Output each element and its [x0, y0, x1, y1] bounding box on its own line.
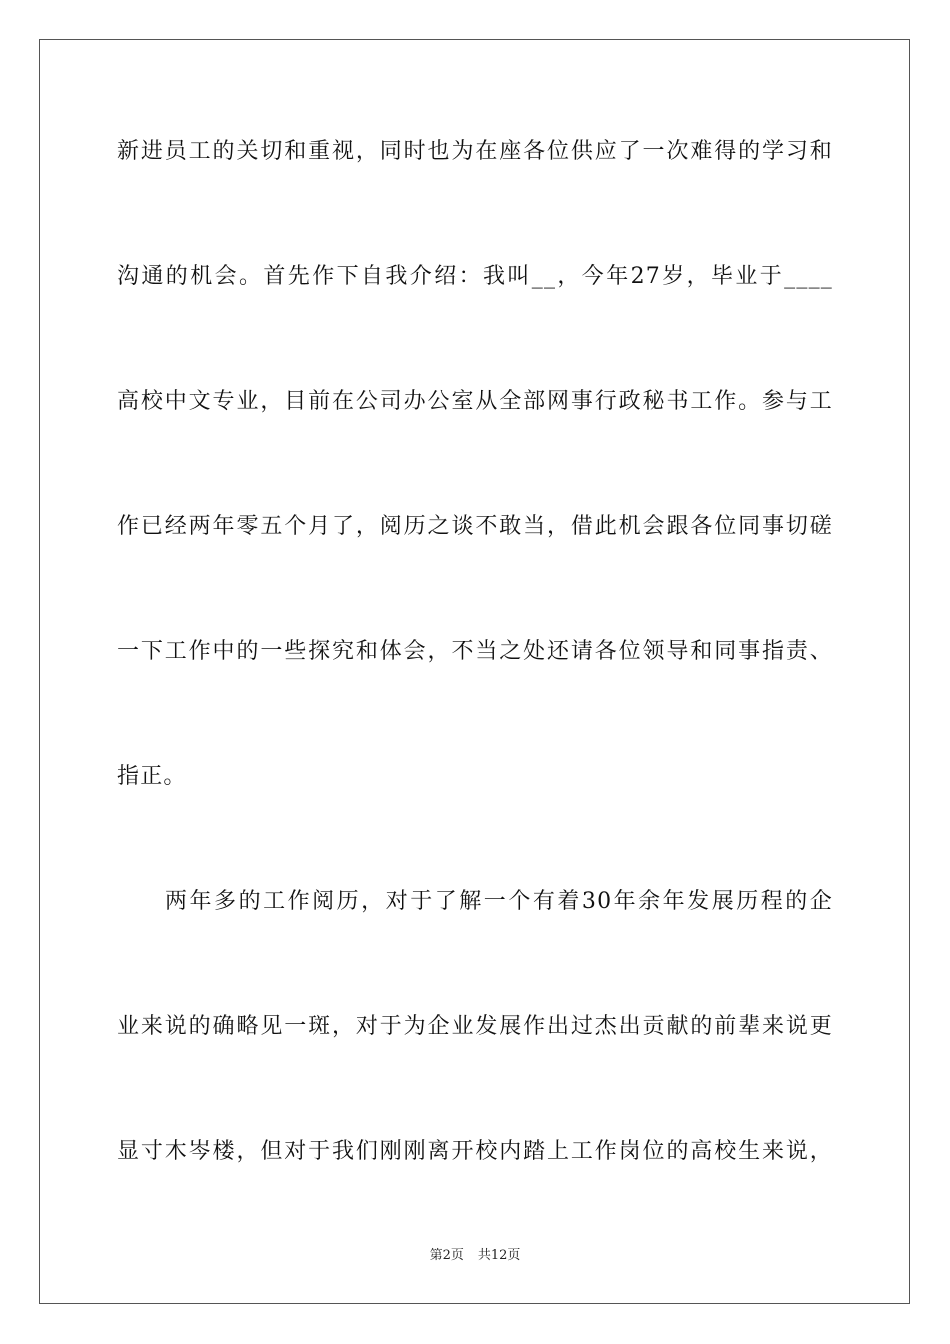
page-number: 第2页	[429, 1248, 464, 1263]
text-line: 业来说的确略见一斑，对于为企业发展作出过杰出贡献的前辈来说更	[117, 1014, 833, 1039]
page-border	[39, 39, 910, 1304]
text-line: 指正。	[117, 764, 187, 789]
text-line: 作已经两年零五个月了，阅历之谈不敢当，借此机会跟各位同事切磋	[117, 514, 833, 539]
text-line: 一下工作中的一些探究和体会，不当之处还请各位领导和同事指责、	[117, 639, 833, 664]
text-line: 沟通的机会。首先作下自我介绍：我叫__，今年27岁，毕业于____	[117, 264, 833, 289]
text-line: 高校中文专业，目前在公司办公室从全部网事行政秘书工作。参与工	[117, 389, 833, 414]
text-line: 显寸木岑楼，但对于我们刚刚离开校内踏上工作岗位的高校生来说，	[117, 1139, 833, 1164]
page-total: 共12页	[477, 1248, 521, 1263]
text-line: 新进员工的关切和重视，同时也为在座各位供应了一次难得的学习和	[117, 139, 833, 164]
page-footer	[0, 1247, 950, 1265]
paragraph-first-line: 两年多的工作阅历，对于了解一个有着30年余年发展历程的企	[165, 889, 833, 914]
